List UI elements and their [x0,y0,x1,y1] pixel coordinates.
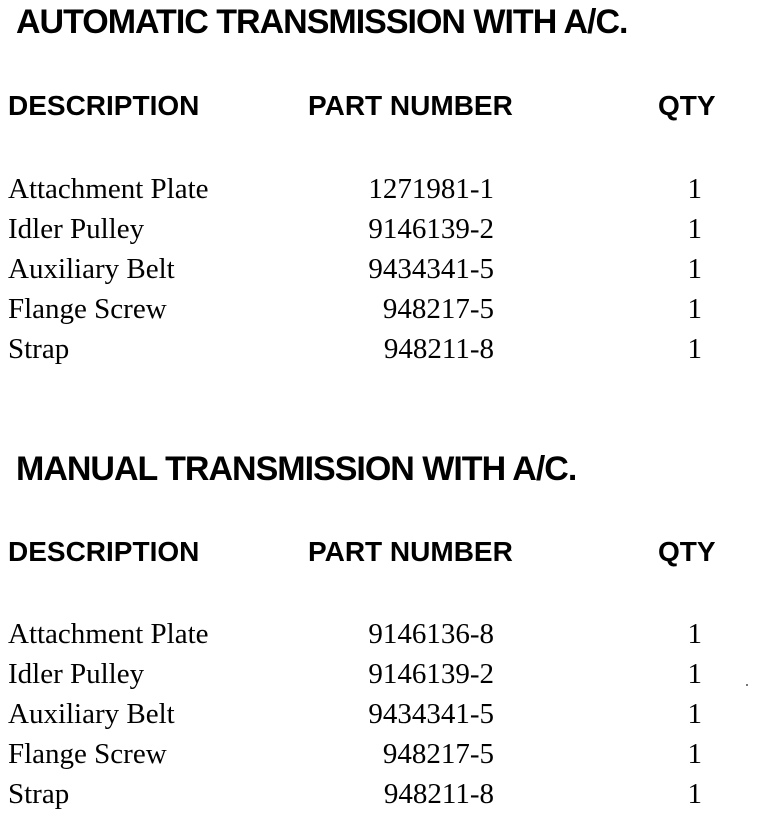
section-title: AUTOMATIC TRANSMISSION WITH A/C. [16,3,628,41]
qty-cell: 1 [687,293,702,325]
table-row [0,329,768,369]
table-row [0,169,768,209]
table-row [0,289,768,329]
column-header-qty: QTY [658,90,716,121]
part-number-cell: 948211-8 [383,778,494,810]
description-cell: Flange Screw [8,738,167,770]
description-cell: Attachment Plate [8,618,209,650]
description-cell: Idler Pulley [8,213,145,245]
parts-table-body [0,614,768,814]
part-number-cell: 9146139-2 [368,213,494,245]
qty-cell: 1 [687,658,702,690]
description-cell: Idler Pulley [8,658,145,690]
part-number-cell: 9146139-2 [368,658,494,690]
column-header-part-number: PART NUMBER [308,90,513,121]
description-cell: Strap [8,778,70,810]
part-number-cell: 9434341-5 [368,698,494,730]
description-cell: Flange Screw [8,293,167,325]
table-row [0,249,768,289]
column-header-description: DESCRIPTION [8,90,200,121]
qty-cell: 1 [687,253,702,285]
qty-cell: 1 [687,213,702,245]
part-number-cell: 9146136-8 [368,618,494,650]
qty-cell: 1 [687,698,702,730]
part-number-cell: 1271981-1 [368,173,494,205]
part-number-cell: 9434341-5 [368,253,494,285]
qty-cell: 1 [687,738,702,770]
table-row [0,654,768,694]
scan-speck [746,684,748,686]
section-title: MANUAL TRANSMISSION WITH A/C. [16,450,577,488]
description-cell: Auxiliary Belt [8,698,175,730]
qty-cell: 1 [687,778,702,810]
table-row [0,209,768,249]
table-row [0,614,768,654]
description-cell: Strap [8,333,70,365]
qty-cell: 1 [687,618,702,650]
column-header-description: DESCRIPTION [8,536,200,567]
column-header-qty: QTY [658,536,716,567]
table-row [0,774,768,814]
table-row [0,734,768,774]
qty-cell: 1 [687,333,702,365]
qty-cell: 1 [687,173,702,205]
parts-table-body [0,169,768,369]
column-header-part-number: PART NUMBER [308,536,513,567]
part-number-cell: 948217-5 [382,738,494,770]
table-row [0,694,768,734]
part-number-cell: 948211-8 [383,333,494,365]
description-cell: Attachment Plate [8,173,209,205]
description-cell: Auxiliary Belt [8,253,175,285]
part-number-cell: 948217-5 [382,293,494,325]
